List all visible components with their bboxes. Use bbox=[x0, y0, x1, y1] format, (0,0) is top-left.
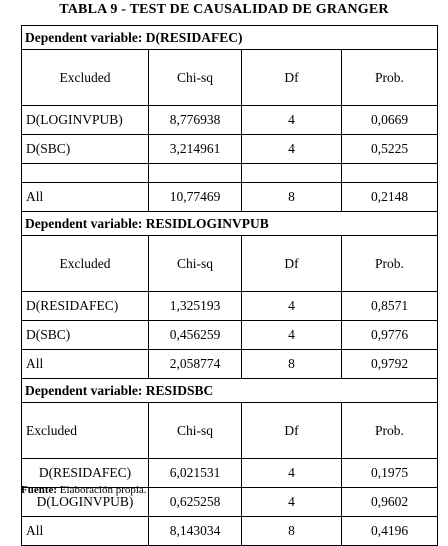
prob-cell: 0,0669 bbox=[342, 106, 438, 135]
table-row bbox=[22, 135, 438, 164]
table-row bbox=[22, 321, 438, 350]
column-header-excluded: Excluded bbox=[22, 236, 149, 292]
source-note bbox=[21, 484, 147, 496]
column-header-excluded: Excluded bbox=[22, 403, 149, 459]
df-cell: 4 bbox=[242, 459, 342, 488]
prob-cell: 0,9776 bbox=[342, 321, 438, 350]
column-header-excluded: Excluded bbox=[22, 50, 149, 106]
df-cell: 8 bbox=[242, 183, 342, 212]
excluded-cell: D(RESIDAFEC) bbox=[22, 459, 149, 488]
df-cell: 4 bbox=[242, 106, 342, 135]
source-text: Elaboración propia. bbox=[57, 484, 147, 496]
chi-sq-cell: 0,456259 bbox=[149, 321, 242, 350]
prob-cell: 0,2148 bbox=[342, 183, 438, 212]
column-header-chi-sq: Chi-sq bbox=[149, 236, 242, 292]
excluded-cell: D(SBC) bbox=[22, 321, 149, 350]
df-cell: 4 bbox=[242, 292, 342, 321]
table-title: TABLA 9 - TEST DE CAUSALIDAD DE GRANGER bbox=[59, 2, 389, 17]
column-header-df: Df bbox=[242, 236, 342, 292]
prob-cell: 0,9602 bbox=[342, 488, 438, 517]
excluded-cell: All bbox=[22, 517, 149, 546]
spacer-row bbox=[22, 164, 438, 183]
prob-cell: 0,5225 bbox=[342, 135, 438, 164]
excluded-cell: D(SBC) bbox=[22, 135, 149, 164]
column-header-chi-sq: Chi-sq bbox=[149, 403, 242, 459]
source-label: Fuente: bbox=[21, 484, 58, 496]
chi-sq-cell: 3,214961 bbox=[149, 135, 242, 164]
excluded-cell: D(RESIDAFEC) bbox=[22, 292, 149, 321]
prob-cell: 0,4196 bbox=[342, 517, 438, 546]
prob-cell: 0,9792 bbox=[342, 350, 438, 379]
excluded-cell: D(LOGINVPUB) bbox=[22, 106, 149, 135]
df-cell: 8 bbox=[242, 517, 342, 546]
dependent-variable-label: Dependent variable: RESIDSBC bbox=[22, 379, 438, 403]
excluded-cell: D(LOGINVPUB) bbox=[22, 488, 149, 517]
chi-sq-cell: 0,625258 bbox=[149, 488, 242, 517]
chi-sq-cell: 2,058774 bbox=[149, 350, 242, 379]
excluded-cell: All bbox=[22, 183, 149, 212]
chi-sq-cell: 8,776938 bbox=[149, 106, 242, 135]
chi-sq-cell: 8,143034 bbox=[149, 517, 242, 546]
chi-sq-cell: 10,77469 bbox=[149, 183, 242, 212]
table-row-all bbox=[22, 183, 438, 212]
prob-cell: 0,8571 bbox=[342, 292, 438, 321]
granger-causality-table bbox=[21, 25, 438, 546]
empty-cell bbox=[149, 164, 242, 183]
table-row bbox=[22, 106, 438, 135]
chi-sq-cell: 6,021531 bbox=[149, 459, 242, 488]
column-header-prob: Prob. bbox=[342, 403, 438, 459]
df-cell: 4 bbox=[242, 135, 342, 164]
dependent-variable-label: Dependent variable: RESIDLOGINVPUB bbox=[22, 212, 438, 236]
column-header-prob: Prob. bbox=[342, 50, 438, 106]
table-row-all bbox=[22, 350, 438, 379]
chi-sq-cell: 1,325193 bbox=[149, 292, 242, 321]
df-cell: 8 bbox=[242, 350, 342, 379]
empty-cell bbox=[342, 164, 438, 183]
empty-cell bbox=[242, 164, 342, 183]
table-row-all bbox=[22, 517, 438, 546]
empty-cell bbox=[22, 164, 149, 183]
df-cell: 4 bbox=[242, 488, 342, 517]
prob-cell: 0,1975 bbox=[342, 459, 438, 488]
df-cell: 4 bbox=[242, 321, 342, 350]
column-header-prob: Prob. bbox=[342, 236, 438, 292]
column-header-df: Df bbox=[242, 403, 342, 459]
column-header-df: Df bbox=[242, 50, 342, 106]
excluded-cell: All bbox=[22, 350, 149, 379]
dependent-variable-label: Dependent variable: D(RESIDAFEC) bbox=[22, 26, 438, 50]
column-header-chi-sq: Chi-sq bbox=[149, 50, 242, 106]
table-row bbox=[22, 292, 438, 321]
